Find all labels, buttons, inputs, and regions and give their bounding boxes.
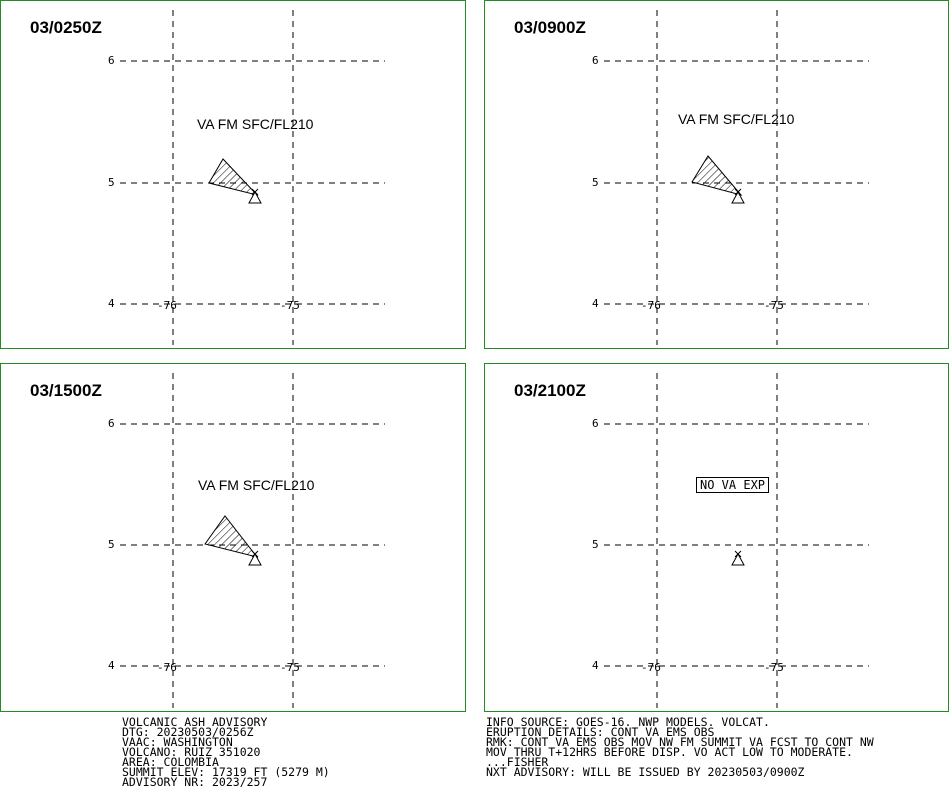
lon-tick-label: -76 [157, 299, 177, 312]
va-level-label: VA FM SFC/FL210 [198, 477, 315, 493]
ash-cloud-polygon [692, 156, 741, 195]
ash-cloud-polygon [209, 159, 257, 195]
lat-tick-label: 6 [592, 417, 599, 430]
lat-tick-label: 6 [108, 417, 115, 430]
advisory-remarks-block [486, 717, 874, 777]
advisory-area: AREA: COLOMBIA [122, 755, 219, 769]
map-panel-2-canvas [484, 0, 950, 349]
eruption-details: ERUPTION DETAILS: CONT VA EMS OBS [486, 725, 715, 739]
map-panel-4-canvas [484, 363, 950, 712]
lat-tick-label: 4 [108, 659, 115, 672]
lon-tick-label: -75 [280, 661, 300, 674]
advisory-title: VOLCANIC ASH ADVISORY [122, 715, 268, 729]
lon-tick-label: -75 [764, 299, 784, 312]
map-panel-4 [484, 363, 950, 712]
panel-frame [485, 364, 949, 712]
panel-valid-time: 03/2100Z [514, 381, 586, 400]
advisory-volcano: VOLCANO: RUIZ 351020 [122, 745, 261, 759]
map-panel-1 [0, 0, 466, 349]
lat-tick-label: 5 [592, 538, 599, 551]
lon-tick-label: -76 [157, 661, 177, 674]
forecaster-signature: ...FISHER [486, 755, 549, 769]
map-panel-1-canvas [0, 0, 466, 349]
advisory-vaac: VAAC: WASHINGTON [122, 735, 233, 749]
lat-tick-label: 5 [108, 176, 115, 189]
next-advisory: NXT ADVISORY: WILL BE ISSUED BY 20230503/0900Z [486, 765, 805, 779]
lon-tick-label: -76 [641, 661, 661, 674]
ash-cloud-polygon [205, 516, 257, 557]
advisory-number: ADVISORY NR: 2023/257 [122, 775, 268, 789]
remarks-line-1: RMK: CONT VA EMS OBS MOV NW FM SUMMIT VA FCST TO CONT NW [486, 735, 874, 749]
no-va-expected-label: NO VA EXP [696, 477, 769, 493]
advisory-dtg: DTG: 20230503/0256Z [122, 725, 254, 739]
lat-tick-label: 4 [108, 297, 115, 310]
lon-tick-label: -76 [641, 299, 661, 312]
lat-tick-label: 4 [592, 297, 599, 310]
va-level-label: VA FM SFC/FL210 [197, 116, 314, 132]
lon-tick-label: -75 [280, 299, 300, 312]
map-panel-2 [484, 0, 950, 349]
lat-tick-label: 6 [108, 54, 115, 67]
lat-tick-label: 5 [592, 176, 599, 189]
volcano-icon [732, 551, 744, 565]
advisory-header-block [122, 717, 330, 787]
advisory-summit-elev: SUMMIT ELEV: 17319 FT (5279 M) [122, 765, 330, 779]
lat-tick-label: 4 [592, 659, 599, 672]
lat-tick-label: 5 [108, 538, 115, 551]
panel-valid-time: 03/0900Z [514, 18, 586, 37]
va-level-label: VA FM SFC/FL210 [678, 111, 795, 127]
map-panel-3 [0, 363, 466, 712]
lon-tick-label: -75 [764, 661, 784, 674]
panel-valid-time: 03/0250Z [30, 18, 102, 37]
info-source: INFO SOURCE: GOES-16. NWP MODELS. VOLCAT. [486, 715, 770, 729]
panel-valid-time: 03/1500Z [30, 381, 102, 400]
remarks-line-2: MOV THRU T+12HRS BEFORE DISP. VO ACT LOW TO MODERATE. [486, 745, 853, 759]
map-panel-3-canvas [0, 363, 466, 712]
lat-tick-label: 6 [592, 54, 599, 67]
